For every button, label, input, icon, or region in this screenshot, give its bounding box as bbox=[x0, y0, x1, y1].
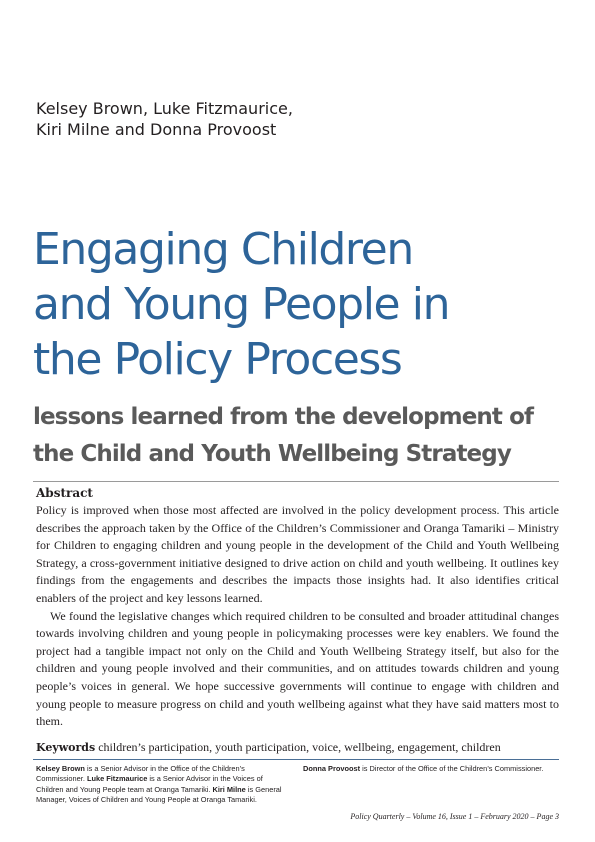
bio-name-fitzmaurice: Luke Fitzmaurice bbox=[86, 774, 148, 784]
divider-top bbox=[33, 481, 559, 482]
keywords-text: children’s participation, youth participation, voice, wellbeing, engagement, children bbox=[98, 740, 501, 754]
bio-text-provoost: is Director of the Office of the Children’s Commissioner. bbox=[360, 764, 544, 773]
authors-line-2: Kiri Milne and Donna Provoost bbox=[36, 120, 277, 139]
subtitle-line-1: lessons learned from the development of bbox=[33, 404, 534, 430]
article-subtitle bbox=[33, 399, 573, 473]
bio-text-milne: is General Manager, Voices of Children and Young People at Oranga Tamariki. bbox=[36, 784, 282, 805]
subtitle-line-2: the Child and Youth Wellbeing Strategy bbox=[33, 441, 511, 467]
abstract-heading: Abstract bbox=[36, 486, 93, 500]
page-footer: Policy Quarterly – Volume 16, Issue 1 – February 2020 – Page 3 bbox=[350, 812, 559, 821]
title-line-3: the Policy Process bbox=[33, 334, 402, 385]
author-bio-right bbox=[303, 764, 563, 774]
author-bio-left bbox=[36, 764, 291, 806]
bio-name-milne: Kiri Milne bbox=[212, 784, 246, 794]
authors-line-1: Kelsey Brown, Luke Fitzmaurice, bbox=[36, 99, 293, 118]
abstract-paragraph-1: Policy is improved when those most affected are involved in the policy development process. This article describes the approach taken by the Office of the Children’s Commissioner and Oranga Tamariki – Ministry for Children to engaging children and young people in the development of the Child and Youth Wellbeing Strategy, a cross-government initiative designed to drive action on child and youth wellbeing. It outlines key findings from the engagements and describes the impacts those insights had. It also identifies critical enablers of the project and key lessons learned. bbox=[36, 503, 559, 605]
author-list bbox=[36, 98, 536, 140]
bio-name-provoost: Donna Provoost bbox=[303, 764, 361, 773]
abstract-body bbox=[36, 502, 559, 731]
article-title bbox=[33, 222, 573, 387]
bio-text-brown: is a Senior Advisor in the Office of the Children’s Commissioner. bbox=[36, 764, 245, 784]
divider-bottom bbox=[33, 759, 559, 760]
title-line-1: Engaging Children bbox=[33, 224, 413, 275]
bio-text-fitzmaurice: is a Senior Advisor in the Voices of Children and Young People team at Oranga Tamariki. bbox=[36, 774, 263, 794]
abstract-paragraph-2: We found the legislative changes which required children to be consulted and broader attitudinal changes towards involving children and young people in policymaking processes were key enablers. We found the project had a tangible impact not only on the Child and Youth Wellbeing Strategy itself, but also for the children and young people involved and their communities, and on attitudes towards children and young people’s voices in general. We hope successive governments will continue to engage with children and young people to measure progress on child and youth wellbeing against what they have said matters most to them. bbox=[36, 608, 559, 729]
keywords bbox=[36, 739, 559, 756]
bio-name-brown: Kelsey Brown bbox=[36, 764, 85, 773]
title-line-2: and Young People in bbox=[33, 279, 450, 330]
keywords-label: Keywords bbox=[36, 741, 96, 754]
